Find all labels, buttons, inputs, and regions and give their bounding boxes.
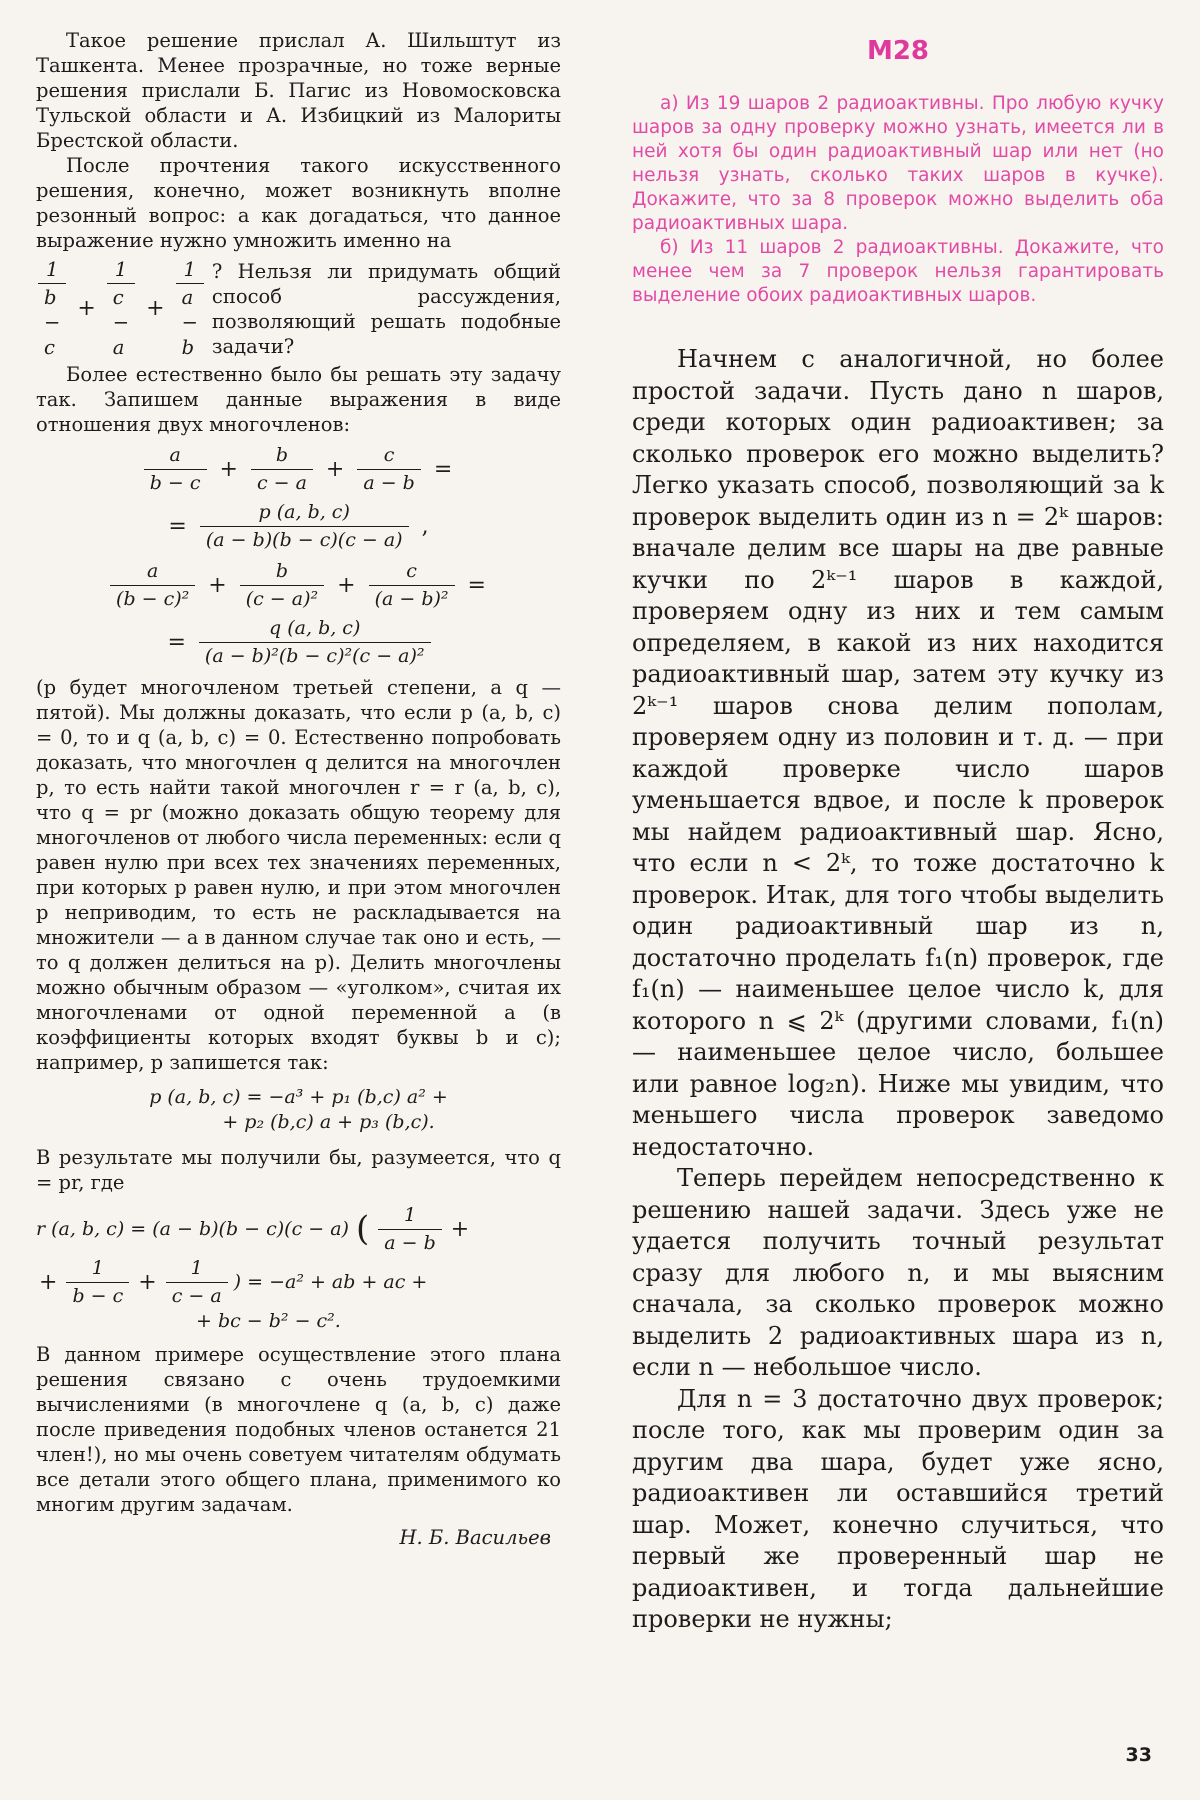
- fraction: $\frac{1}{c - a}$: [107, 257, 135, 360]
- fraction: $\frac{1}{a - b}$: [176, 257, 204, 360]
- formula-p-expansion: p (a, b, c) = −a³ + p₁ (b,c) a² + + p₂ (b,c) a + p₃ (b,c).: [149, 1086, 448, 1133]
- problem-part-a: а) Из 19 шаров 2 радиоактивны. Про любую кучку шаров за одну проверку можно узнать, имеется ли в ней хотя бы один радиоактивный шар или нет (но нельзя узнать, сколько таких шаров в кучке). Докажите, что за 8 проверок можно выделить оба радиоактивных шара.: [632, 93, 1164, 234]
- formula-r-expansion: r (a, b, c) = (a − b)(b − c)(c − a) ( $\frac{1}{a - b}$ + + $\frac{1}{b - c}$ + $\frac{1}{c - a}$ ) = −a² + ab + ac + + bc − b² − c².: [36, 1204, 470, 1332]
- paragraph-result: В результате мы получили бы, разумеется, что q = pr, где: [36, 1146, 561, 1194]
- problem-part-b: б) Из 11 шаров 2 радиоактивны. Докажите, что менее чем за 7 проверок нельзя гарантировать выделение обоих радиоактивных шаров.: [632, 237, 1164, 306]
- paragraph-solvers: Такое решение прислал А. Шильштут из Ташкента. Менее прозрачные, но тоже верные решения прислали Б. Пагис из Новомосковска Тульской области и А. Избицкий из Малориты Брестской области.: [36, 29, 561, 152]
- author-signature: Н. Б. Васильев: [399, 1526, 551, 1549]
- problem-title: М28: [866, 36, 930, 66]
- paragraph-transition: Теперь перейдем непосредственно к решению нашей задачи. Здесь уже не удается получить точный результат сразу для любого n, и мы выясним сначала, за сколько проверок можно выделить 2 радиоактивных шара из n, если n — небольшое число.: [632, 1164, 1164, 1381]
- page-number: 33: [1125, 1744, 1152, 1766]
- paragraph-question-tail: ? Нельзя ли придумать общий способ рассуждения, позволяющий решать подобные задачи?: [211, 259, 561, 358]
- paragraph-advice: В данном примере осуществление этого плана решения связано с очень трудоемкими вычислениями (в многочлене q (a, b, c) даже после приведения подобных членов останется 21 член!), но мы очень советуем читателям обдумать все детали этого общего плана, применимого ко многим другим задачам.: [36, 1343, 561, 1516]
- inline-fraction-sum: $\frac{1}{b - c}$ + $\frac{1}{c - a}$ + $\frac{1}{a - b}$ ? Нельзя ли придумать общий способ рассуждения, позволяющий решать подобные задачи?: [36, 257, 561, 360]
- paragraph-polynomials: (p будет многочленом третьей степени, а q — пятой). Мы должны доказать, что если p (a, b, c) = 0, то и q (a, b, c) = 0. Естественно попробовать доказать, что многочлен q делится на многочлен p, то есть найти такой многочлен r = r (a, b, c), что q = pr (можно доказать общую теорему для многочленов от любого числа переменных: если q равен нулю при всех тех значениях переменных, при которых p равен нулю, и при этом многочлен p неприводим, то есть не раскладывается на множители — а в данном случае так оно и есть, — то q должен делиться на p). Делить многочлены можно обычным образом — «уголком», считая их многочленами от одной переменной a (в коэффициенты которых входят буквы b и c); например, p запишется так:: [36, 676, 561, 1074]
- problem-statement: [632, 92, 1164, 308]
- paragraph-simpler-problem: Начнем с аналогичной, но более простой задачи. Пусть дано n шаров, среди которых один радиоактивен; за сколько проверок его можно выделить? Легко указать способ, позволяющий за k проверок выделить один из n = 2ᵏ шаров: вначале делим все шары на две равные кучки по 2ᵏ⁻¹ шаров в каждой, проверяем одну из них и тем самым определяем, в какой из них находится радиоактивный шар, затем эту кучку из 2ᵏ⁻¹ шаров снова делим пополам, проверяем одну из половин и т. д. — при каждой проверке число шаров уменьшается вдвое, и после k проверок мы найдем радиоактивный шар. Ясно, что если n < 2ᵏ, то тоже достаточно k проверок. Итак, для того чтобы выделить один радиоактивный шар из n, достаточно проделать f₁(n) проверок, где f₁(n) — наименьшее целое число k, для которого n ⩽ 2ᵏ (другими словами, f₁(n) — наименьшее целое число, большее или равное log₂n). Ниже мы увидим, что меньшего числа проверок заведомо недостаточно.: [632, 345, 1164, 1161]
- fraction: $\frac{1}{b - c}$: [38, 257, 66, 360]
- solution-text: [632, 344, 1164, 1636]
- left-column: [36, 28, 561, 1550]
- formula-first-sum: $\frac{a}{b - c}$ + $\frac{b}{c - a}$ + $\frac{c}{a - b}$ = = $\frac{p (a, b, c)}{(a - b)(b - c)(c - a)}$ ,: [36, 443, 561, 553]
- formula-second-sum: $\frac{a}{\text{(b − c)²}}$ + $\frac{b}{\text{(c − a)²}}$ + $\frac{c}{\text{(a − b)²}}$ = = $\frac{q (a, b, c)}{\text{(a − b)²(b − c)²(c − a)²}}$: [36, 559, 561, 669]
- paragraph-n3-case: Для n = 3 достаточно двух проверок; после того, как мы проверим один за другим два шара, будет уже ясно, радиоактивен ли оставшийся третий шар. Может, конечно случиться, что первый же проверенный шар не радиоактивен, и тогда дальнейшие проверки не нужны;: [632, 1384, 1164, 1633]
- paragraph-question: После прочтения такого искусственного решения, конечно, может возникнуть вполне резонный вопрос: а как догадаться, что данное выражение нужно умножить именно на: [36, 154, 561, 252]
- paragraph-method: Более естественно было бы решать эту задачу так. Запишем данные выражения в виде отношения двух многочленов:: [36, 363, 561, 436]
- right-column: [632, 30, 1164, 1636]
